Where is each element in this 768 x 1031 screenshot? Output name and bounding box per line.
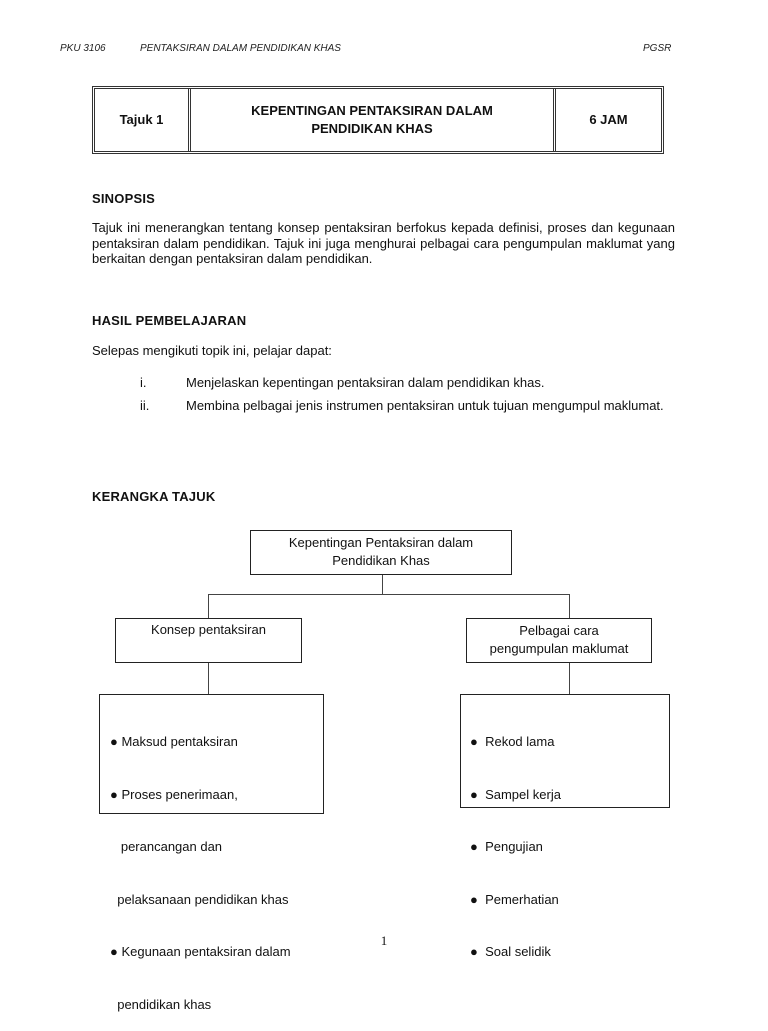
topic-title [191, 89, 556, 151]
list-item: ● Sampel kerja [470, 786, 561, 802]
outcomes-heading: HASIL PEMBELAJARAN [92, 313, 247, 328]
framework-heading: KERANGKA TAJUK [92, 489, 216, 504]
connector-line [208, 594, 570, 595]
topic-number: Tajuk 1 [95, 89, 191, 151]
framework-right-title-line-1: Pelbagai cara [519, 623, 599, 638]
framework-root-line-1: Kepentingan Pentaksiran dalam [288, 535, 474, 550]
framework-right-title-line-2: pengumpulan maklumat [489, 641, 629, 656]
sinopsis-heading: SINOPSIS [92, 191, 156, 206]
list-item: ● Kegunaan pentaksiran dalam [110, 944, 291, 959]
list-item: ● Maksud pentaksiran [110, 734, 238, 749]
outcomes-intro: Selepas mengikuti topik ini, pelajar dapat: [92, 343, 332, 358]
framework-left-title: Konsep pentaksiran [151, 622, 266, 637]
header-course-code: PKU 3106 [60, 43, 106, 54]
list-item: ● Pengujian [470, 839, 543, 854]
connector-line [208, 662, 209, 694]
topic-title-line-2: PENDIDIKAN KHAS [311, 121, 433, 136]
framework-left-box [115, 618, 302, 663]
list-item: pendidikan khas [110, 996, 212, 1012]
connector-line [569, 662, 570, 694]
framework-left-list [99, 694, 324, 1012]
page-number: 1 [380, 933, 388, 948]
outcome-text: Menjelaskan kepentingan pentaksiran dalam pendidikan khas. [186, 375, 545, 390]
framework-root-box [250, 530, 512, 575]
topic-hours: 6 JAM [589, 112, 628, 127]
connector-line [569, 594, 570, 618]
outcome-text: Membina pelbagai jenis instrumen pentaksiran untuk tujuan mengumpul maklumat. [186, 398, 664, 413]
topic-title-box [92, 86, 664, 154]
outcome-number: i. [140, 375, 147, 390]
list-item: ● Rekod lama [470, 734, 555, 749]
framework-right-box [466, 618, 652, 663]
sinopsis-text: Tajuk ini menerangkan tentang konsep pentaksiran berfokus kepada definisi, proses dan kegunaan pentaksiran dalam pendidikan. Tajuk ini juga menghurai pelbagai cara pengumpulan maklumat yang berkaitan dengan pentaksiran dalam pendidikan. [92, 220, 675, 266]
list-item: ● Proses penerimaan, [110, 786, 238, 802]
header-course-title: PENTAKSIRAN DALAM PENDIDIKAN KHAS [140, 43, 341, 54]
list-item: perancangan dan [110, 839, 223, 854]
topic-title-line-1: KEPENTINGAN PENTAKSIRAN DALAM [251, 103, 493, 118]
connector-line [208, 594, 209, 618]
connector-line [382, 574, 383, 595]
framework-root-line-2: Pendidikan Khas [332, 553, 430, 568]
list-item: ● Pemerhatian [470, 891, 559, 907]
header-program: PGSR [643, 43, 672, 54]
framework-right-list [460, 694, 670, 959]
outcome-number: ii. [140, 398, 150, 413]
list-item: pelaksanaan pendidikan khas [110, 891, 289, 907]
list-item: ● Soal selidik [470, 944, 551, 959]
